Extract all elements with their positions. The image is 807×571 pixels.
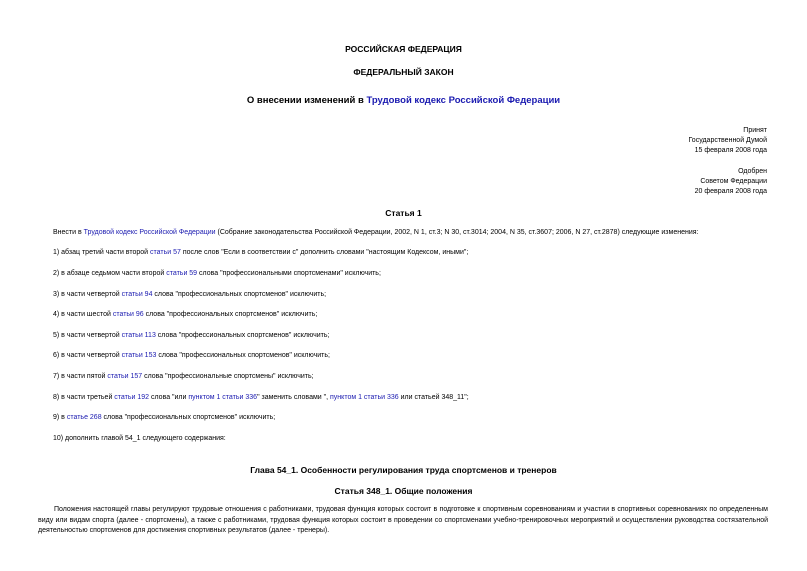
chapter-heading: Глава 54_1. Особенности регулирования труда спортсменов и тренеров [250,465,557,475]
list-item-5 [53,332,329,339]
adopted-block [688,126,767,156]
item-text: слова "или [149,394,189,401]
list-item-7 [53,373,314,380]
item-text: 5) в части четвертой [53,332,122,339]
approved-block [695,167,767,197]
article-96-link[interactable]: статьи 96 [112,311,144,318]
list-item-9 [53,414,275,421]
approved-date: 20 февраля 2008 года [694,188,767,195]
item-text: 8) в части третьей [53,394,115,401]
article-59-link[interactable]: статьи 59 [166,270,198,277]
item-text: слова "профессиональных спортсменов" исключить; [155,332,330,339]
article-336-point-1-link-2[interactable]: пунктом 1 статьи 336 [330,394,399,401]
article-268-link[interactable]: статье 268 [66,414,102,421]
article-157-link[interactable]: статьи 157 [107,373,143,380]
item-text: слова "профессиональные спортсмены" исключить; [142,373,314,380]
labor-code-title-link[interactable]: Трудовой кодекс Российской Федерации [366,95,561,106]
adopted-by: Государственной Думой [688,137,767,144]
item-text: 9) в [53,414,67,421]
labor-code-link[interactable]: Трудовой кодекс Российской Федерации [83,229,216,236]
list-item-4 [53,311,317,318]
adopted-label: Принят [743,127,767,134]
list-item-3 [53,291,326,298]
article-113-link[interactable]: статьи 113 [121,332,156,339]
article-348-1-heading: Статья 348_1. Общие положения [334,486,473,496]
item-text: после слов "Если в соответствии с" дополнить словами "настоящим Кодексом, иными"; [180,249,469,256]
item-text: 6) в части четвертой [53,352,122,359]
item-text: 7) в части пятой [53,373,108,380]
law-title-prefix: О внесении изменений в [246,95,367,106]
adopted-date: 15 февраля 2008 года [694,147,767,154]
approved-by: Советом Федерации [700,178,767,185]
article-94-link[interactable]: статьи 94 [121,291,153,298]
article-348-1-paragraph: Положения настоящей главы регулируют трудовые отношения с работниками, трудовая функция которых состоит в подготовке к спортивным соревнованиям и участии в спортивных соревнованиях по определенным виду или видам спорта (далее - спортсмены), а также с работниками, трудовая функция которых состоит в проведении со спортсменами учебно-тренировочных мероприятий и осуществлении руководства состязательной деятельностью спортсменов для достижения спортивных результатов (далее - тренеры). [38,506,768,534]
list-item-10: 10) дополнить главой 54_1 следующего содержания: [53,435,226,442]
list-item-1 [53,249,468,256]
item-text: 2) в абзаце седьмом части второй [53,270,167,277]
article-153-link[interactable]: статьи 153 [121,352,157,359]
list-item-6 [53,352,330,359]
intro-text-end: (Собрание законодательства Российской Федерации, 2002, N 1, ст.3; N 30, ст.3014; 2004, N 35, ст.3607; 2006, N 27, ст.2878) следующие изменения: [215,229,699,236]
approved-label: Одобрен [738,168,767,175]
law-title [0,95,807,106]
article-336-point-1-link[interactable]: пунктом 1 статьи 336 [188,394,258,401]
list-item-8 [53,394,469,401]
article-1-heading: Статья 1 [385,208,422,218]
intro-text-start: Внести в [53,229,84,236]
item-text: " заменить словами ", [257,394,331,401]
item-text: слова "профессиональных спортсменов" исключить; [101,414,276,421]
list-item-2 [53,270,381,277]
article-57-link[interactable]: статьи 57 [150,249,181,256]
article-192-link[interactable]: статьи 192 [114,394,150,401]
item-text: 1) абзац третий части второй [53,249,151,256]
item-text: 3) в части четвертой [53,291,122,298]
country-heading: РОССИЙСКАЯ ФЕДЕРАЦИЯ [345,44,462,54]
item-text: слова "профессиональных спортсменов" исключить; [152,291,327,298]
item-text: слова "профессиональными спортсменами" исключить; [197,270,381,277]
item-text: слова "профессиональных спортсменов" исключить; [156,352,330,359]
item-text: 4) в части шестой [53,311,113,318]
article-1-intro [53,229,698,236]
item-text: или статьей 348_11"; [398,394,469,401]
item-text: слова "профессиональных спортсменов" исключить; [143,311,318,318]
law-type-heading: ФЕДЕРАЛЬНЫЙ ЗАКОН [353,67,454,77]
